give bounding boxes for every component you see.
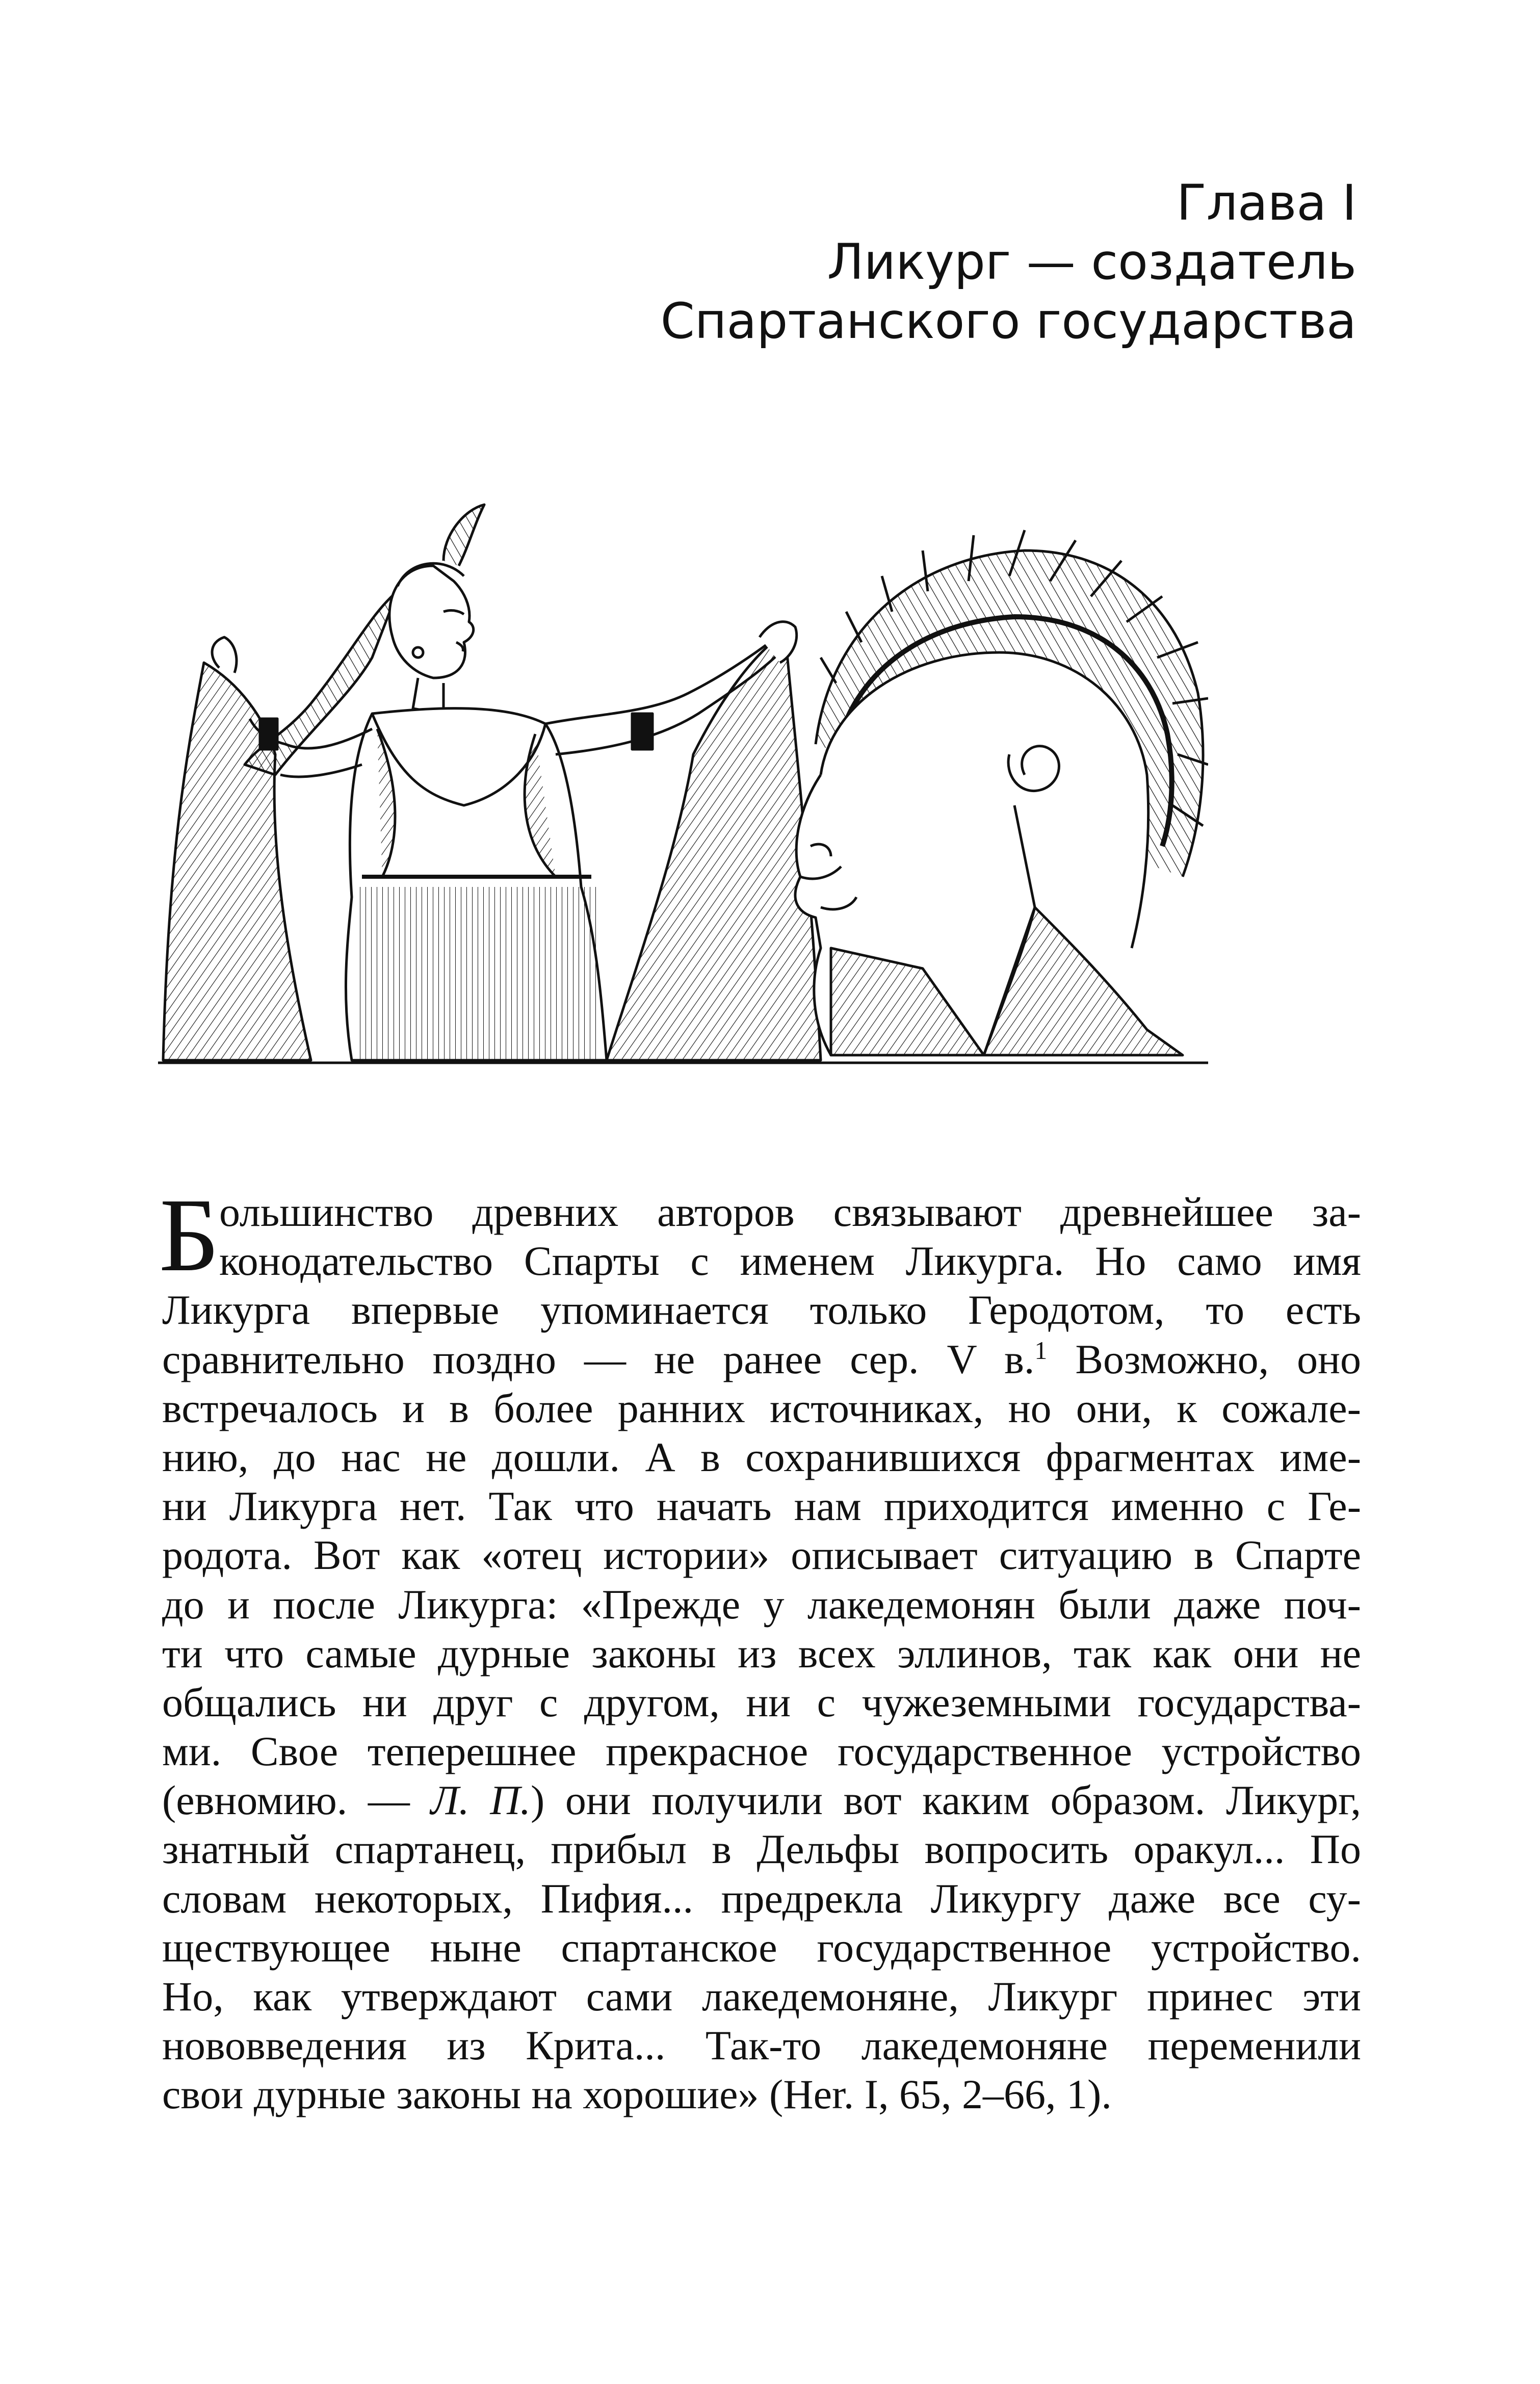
crested-helmet-figure [795,530,1208,1055]
text-line: Ликурга впервые упоминается только Геродотом, то есть [162,1287,1361,1333]
text-line: нововведения из Крита... Так-то лакедемоняне переменили [162,2022,1361,2069]
text-line: ществующее ныне спартанское государственное устройство. [162,1924,1361,1971]
text-line: встречалось и в более ранних источниках, но они, к сожале- [162,1384,1361,1431]
text-line: ольшинство древних авторов связывают древнейшее за- [219,1189,1361,1235]
body-text [159,1176,1362,2119]
text-line: Но, как утверждают сами лакедемоняне, Ликург принес эти [162,1973,1361,2020]
text-segment: ) они получили вот каким образом. Ликург, [530,1777,1362,1824]
text-line: словам некоторых, Пифия... предрекла Ликургу даже все су- [162,1875,1361,1922]
text-line: ни Ликурга нет. Так что начать нам приходится именно с Ге- [162,1483,1361,1530]
text-line: ми. Свое теперешнее прекрасное государственное устройство [162,1728,1361,1775]
first-paragraph [159,1176,1361,1293]
text-line: родота. Вот как «отец истории» описывает ситуацию в Спарте [162,1532,1361,1579]
text-line: свои дурные законы на хорошие» (Her. I, 65, 2–66, 1). [162,2071,1112,2118]
chapter-title-line-2: Спартанского государства [660,293,1356,350]
text-line: общались ни друг с другом, ни с чужеземными государства- [162,1679,1361,1725]
text-line: конодательство Спарты с именем Ликурга. Но само имя [219,1238,1361,1285]
text-segment: сравнительно поздно — не ранее сер. V в. [162,1335,1035,1382]
greek-illustration [158,489,1208,1070]
drop-cap: Б [159,1176,220,1293]
chapter-number: Глава I [1177,174,1356,231]
text-line [162,1335,1361,1384]
text-line: ти что самые дурные законы из всех эллинов, так как они не [162,1630,1361,1676]
text-line: знатный спартанец, прибыл в Дельфы вопросить оракул... По [162,1826,1361,1873]
text-line: до и после Ликурга: «Прежде у лакедемонян были даже поч- [162,1581,1361,1628]
woman-with-veil-figure [163,505,821,1060]
text-line [162,1776,1361,1825]
chapter-title-line-1: Ликург — создатель [827,233,1356,291]
footnote-marker: 1 [1034,1335,1048,1365]
text-line: нию, до нас не дошли. А в сохранившихся фрагментах име- [162,1433,1361,1480]
text-segment: Возможно, оно [1047,1335,1361,1382]
text-segment: (евномию. — [162,1777,431,1824]
chapter-heading [235,173,1356,351]
author-initials: Л. П. [430,1777,531,1824]
